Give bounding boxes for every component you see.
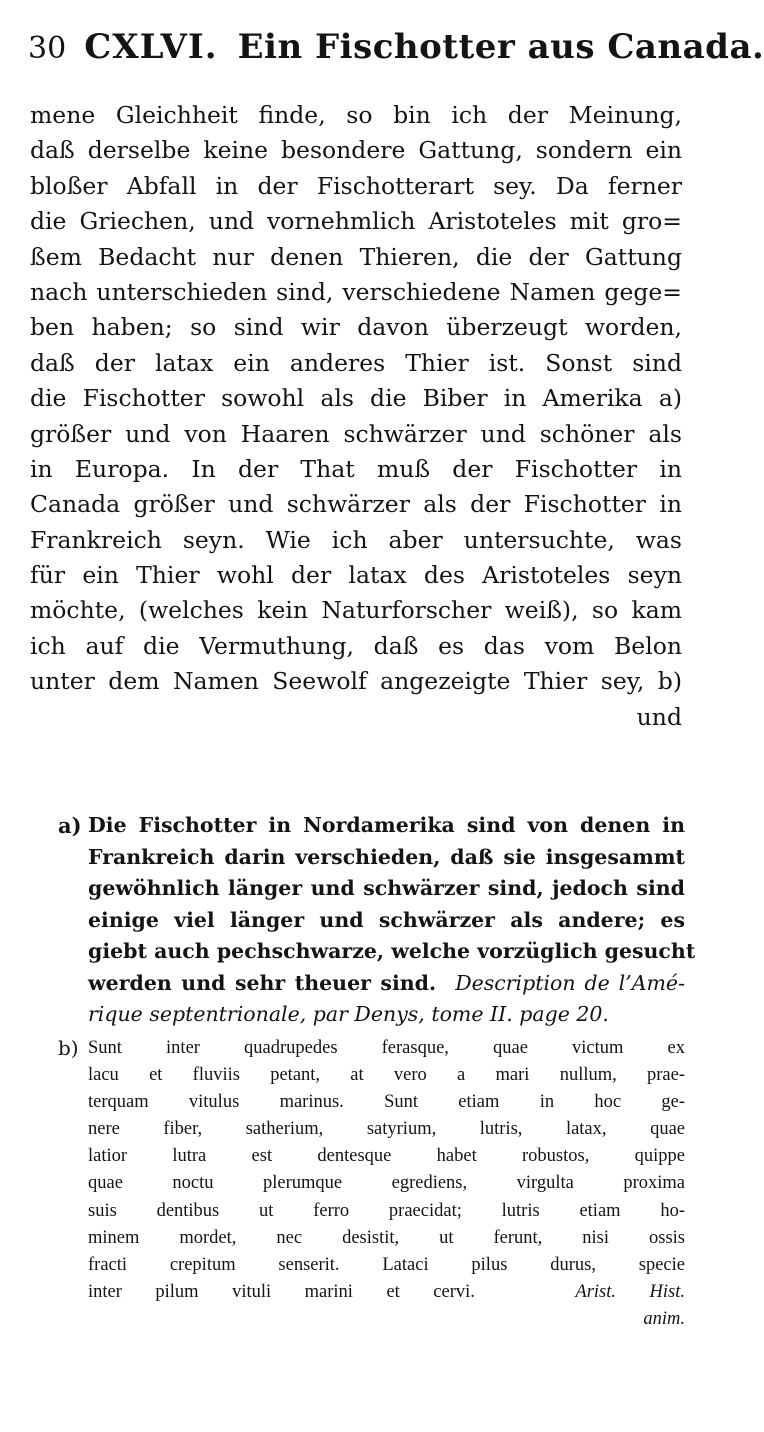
running-head [28,22,764,72]
footnote-marker: b) [58,1036,79,1060]
footnote-citation: Arist. Hist. [575,1281,685,1302]
footnote-line: gewöhnlich länger und schwärzer sind, jedoch sind [88,876,685,900]
footnote-line: Sunt inter quadrupedes ferasque, quae victum ex [88,1038,685,1058]
text-line: ich auf die Vermuthung, daß es das vom Belon [30,631,682,660]
text-line: möchte, (welches kein Naturforscher weiß), so kam [30,596,682,625]
footnote-line: Frankreich darin verschieden, daß sie insgesammt [88,844,685,869]
footnote-line [88,1306,685,1333]
footnote-marker: a) [58,813,82,838]
footnote-line: fracti crepitum senserit. Lataci pilus durus, specie [88,1254,685,1275]
text-line: Frankreich seyn. Wie ich aber untersuchte, was [30,525,682,554]
footnote-citation: anim. [643,1308,685,1329]
footnote-citation: rique septentrionale, par Denys, tome II. page 20. [88,1002,609,1026]
footnote-line: einige viel länger und schwärzer als andere; es [88,907,685,932]
footnote-body [88,810,696,1031]
footnote-line: nere fiber, satherium, satyrium, lutris, latax, quae [88,1119,685,1140]
footnote-line [88,968,685,1000]
footnote-line: Die Fischotter in Nordamerika sind von denen in [88,813,685,837]
text-line: ben haben; so sind wir davon überzeugt worden, [30,313,682,342]
footnote-body [88,1035,685,1333]
text-line: die Griechen, und vornehmlich Aristoteles mit gro= [30,207,682,236]
text-line: mene Gleichheit finde, so bin ich der Meinung, [30,101,682,129]
text-line: in Europa. In der That muß der Fischotter in [30,454,682,483]
page-number: 30 [28,31,67,66]
text-line: größer und von Haaren schwärzer und schöner als [30,419,682,448]
text-line: daß derselbe keine besondere Gattung, sondern ein [30,136,682,165]
footnote-text: inter pilum vituli marini et cervi. [88,1281,475,1302]
footnote-line: suis dentibus ut ferro praecidat; lutris etiam ho- [88,1200,685,1221]
text-line: bloßer Abfall in der Fischotterart sey. Da ferner [30,171,682,200]
text-line: unter dem Namen Seewolf angezeigte Thier sey, b) [30,667,682,696]
text-line: nach unterschieden sind, verschiedene Namen gege= [30,277,682,306]
chapter-title: Ein Fischotter aus Canada. [237,27,764,67]
catchword: und [636,702,682,731]
footnote-line [88,999,685,1031]
footnote-text: werden und sehr theuer sind. [88,970,437,995]
chapter-number: CXLVI. [84,27,218,67]
footnote-citation: Description de l’Amé- [455,970,685,995]
footnote-line: terquam vitulus marinus. Sunt etiam in hoc ge- [88,1092,685,1113]
footnote-line [88,1279,685,1306]
text-line: ßem Bedacht nur denen Thieren, die der Gattung [30,242,682,271]
footnote-line: giebt auch pechschwarze, welche vorzüglich gesucht [88,939,696,963]
text-line: Canada größer und schwärzer als der Fischotter in [30,490,682,519]
footnote-line: latior lutra est dentesque habet robustos, quippe [88,1146,685,1167]
text-line: für ein Thier wohl der latax des Aristoteles seyn [30,561,682,590]
footnote-line: minem mordet, nec desistit, ut ferunt, nisi ossis [88,1227,685,1248]
footnote-line: lacu et fluviis petant, at vero a mari nullum, prae- [88,1065,685,1086]
text-line: daß der latax ein anderes Thier ist. Sonst sind [30,348,682,377]
footnote-line: quae noctu plerumque egrediens, virgulta proxima [88,1173,685,1194]
main-text [30,98,682,735]
text-line: die Fischotter sowohl als die Biber in Amerika a) [30,384,682,413]
